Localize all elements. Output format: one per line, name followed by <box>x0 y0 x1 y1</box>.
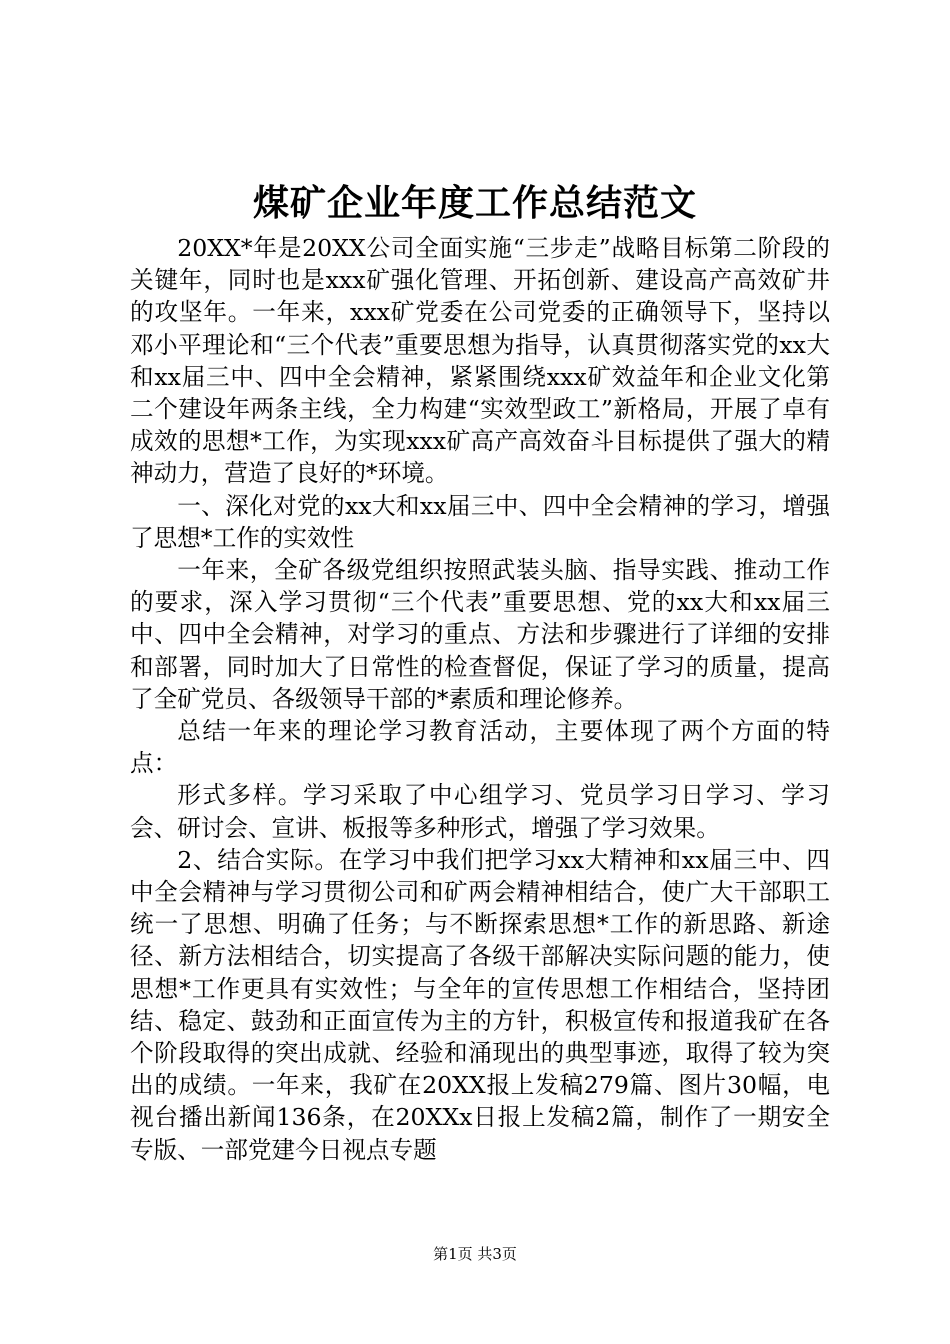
paragraph-study: 一年来，全矿各级党组织按照武装头脑、指导实践、推动工作的要求，深入学习贯彻“三个代表”重要思想、党的xx大和xx届三中、四中全会精神，对学习的重点、方法和步骤进行了详细的安排和部署，同时加大了日常性的检查督促，保证了学习的质量，提高了全矿党员、各级领导干部的*素质和理论修养。 <box>130 556 830 713</box>
paragraph-section-heading: 一、深化对党的xx大和xx届三中、四中全会精神的学习，增强了思想*工作的实效性 <box>130 491 830 552</box>
document-body <box>130 232 830 1166</box>
paragraph-intro: 20XX*年是20XX公司全面实施“三步走”战略目标第二阶段的关键年，同时也是xxx矿强化管理、开拓创新、建设高产高效矿井的攻坚年。一年来，xxx矿党委在公司党委的正确领导下，坚持以邓小平理论和“三个代表”重要思想为指导，认真贯彻落实党的xx大和xx届三中、四中全会精神，紧紧围绕xxx矿效益年和企业文化第二个建设年两条主线，全力构建“实效型政工”新格局，开展了卓有成效的思想*工作，为实现xxx矿高产高效奋斗目标提供了强大的精神动力，营造了良好的*环境。 <box>130 234 830 488</box>
paragraph-point-1: 形式多样。学习采取了中心组学习、党员学习日学习、学习会、研讨会、宣讲、板报等多种形式，增强了学习效果。 <box>130 781 830 842</box>
paragraph-point-2: 2、结合实际。在学习中我们把学习xx大精神和xx届三中、四中全会精神与学习贯彻公司和矿两会精神相结合，使广大干部职工统一了思想、明确了任务；与不断探索思想*工作的新思路、新途径、新方法相结合，切实提高了各级干部解决实际问题的能力，使思想*工作更具有实效性；与全年的宣传思想工作相结合，坚持团结、稳定、鼓劲和正面宣传为主的方针，积极宣传和报道我矿在各个阶段取得的突出成就、经验和涌现出的典型事迹，取得了较为突出的成绩。一年来，我矿在20XX报上发稿279篇、图片30幅，电视台播出新闻136条，在20XXx日报上发稿2篇，制作了一期安全专版、一部党建今日视点专题 <box>130 845 830 1164</box>
paragraph-summary: 总结一年来的理论学习教育活动，主要体现了两个方面的特点： <box>130 717 830 778</box>
page-number-footer: 第1页 共3页 <box>433 1245 517 1263</box>
document-title: 煤矿企业年度工作总结范文 <box>252 182 697 224</box>
